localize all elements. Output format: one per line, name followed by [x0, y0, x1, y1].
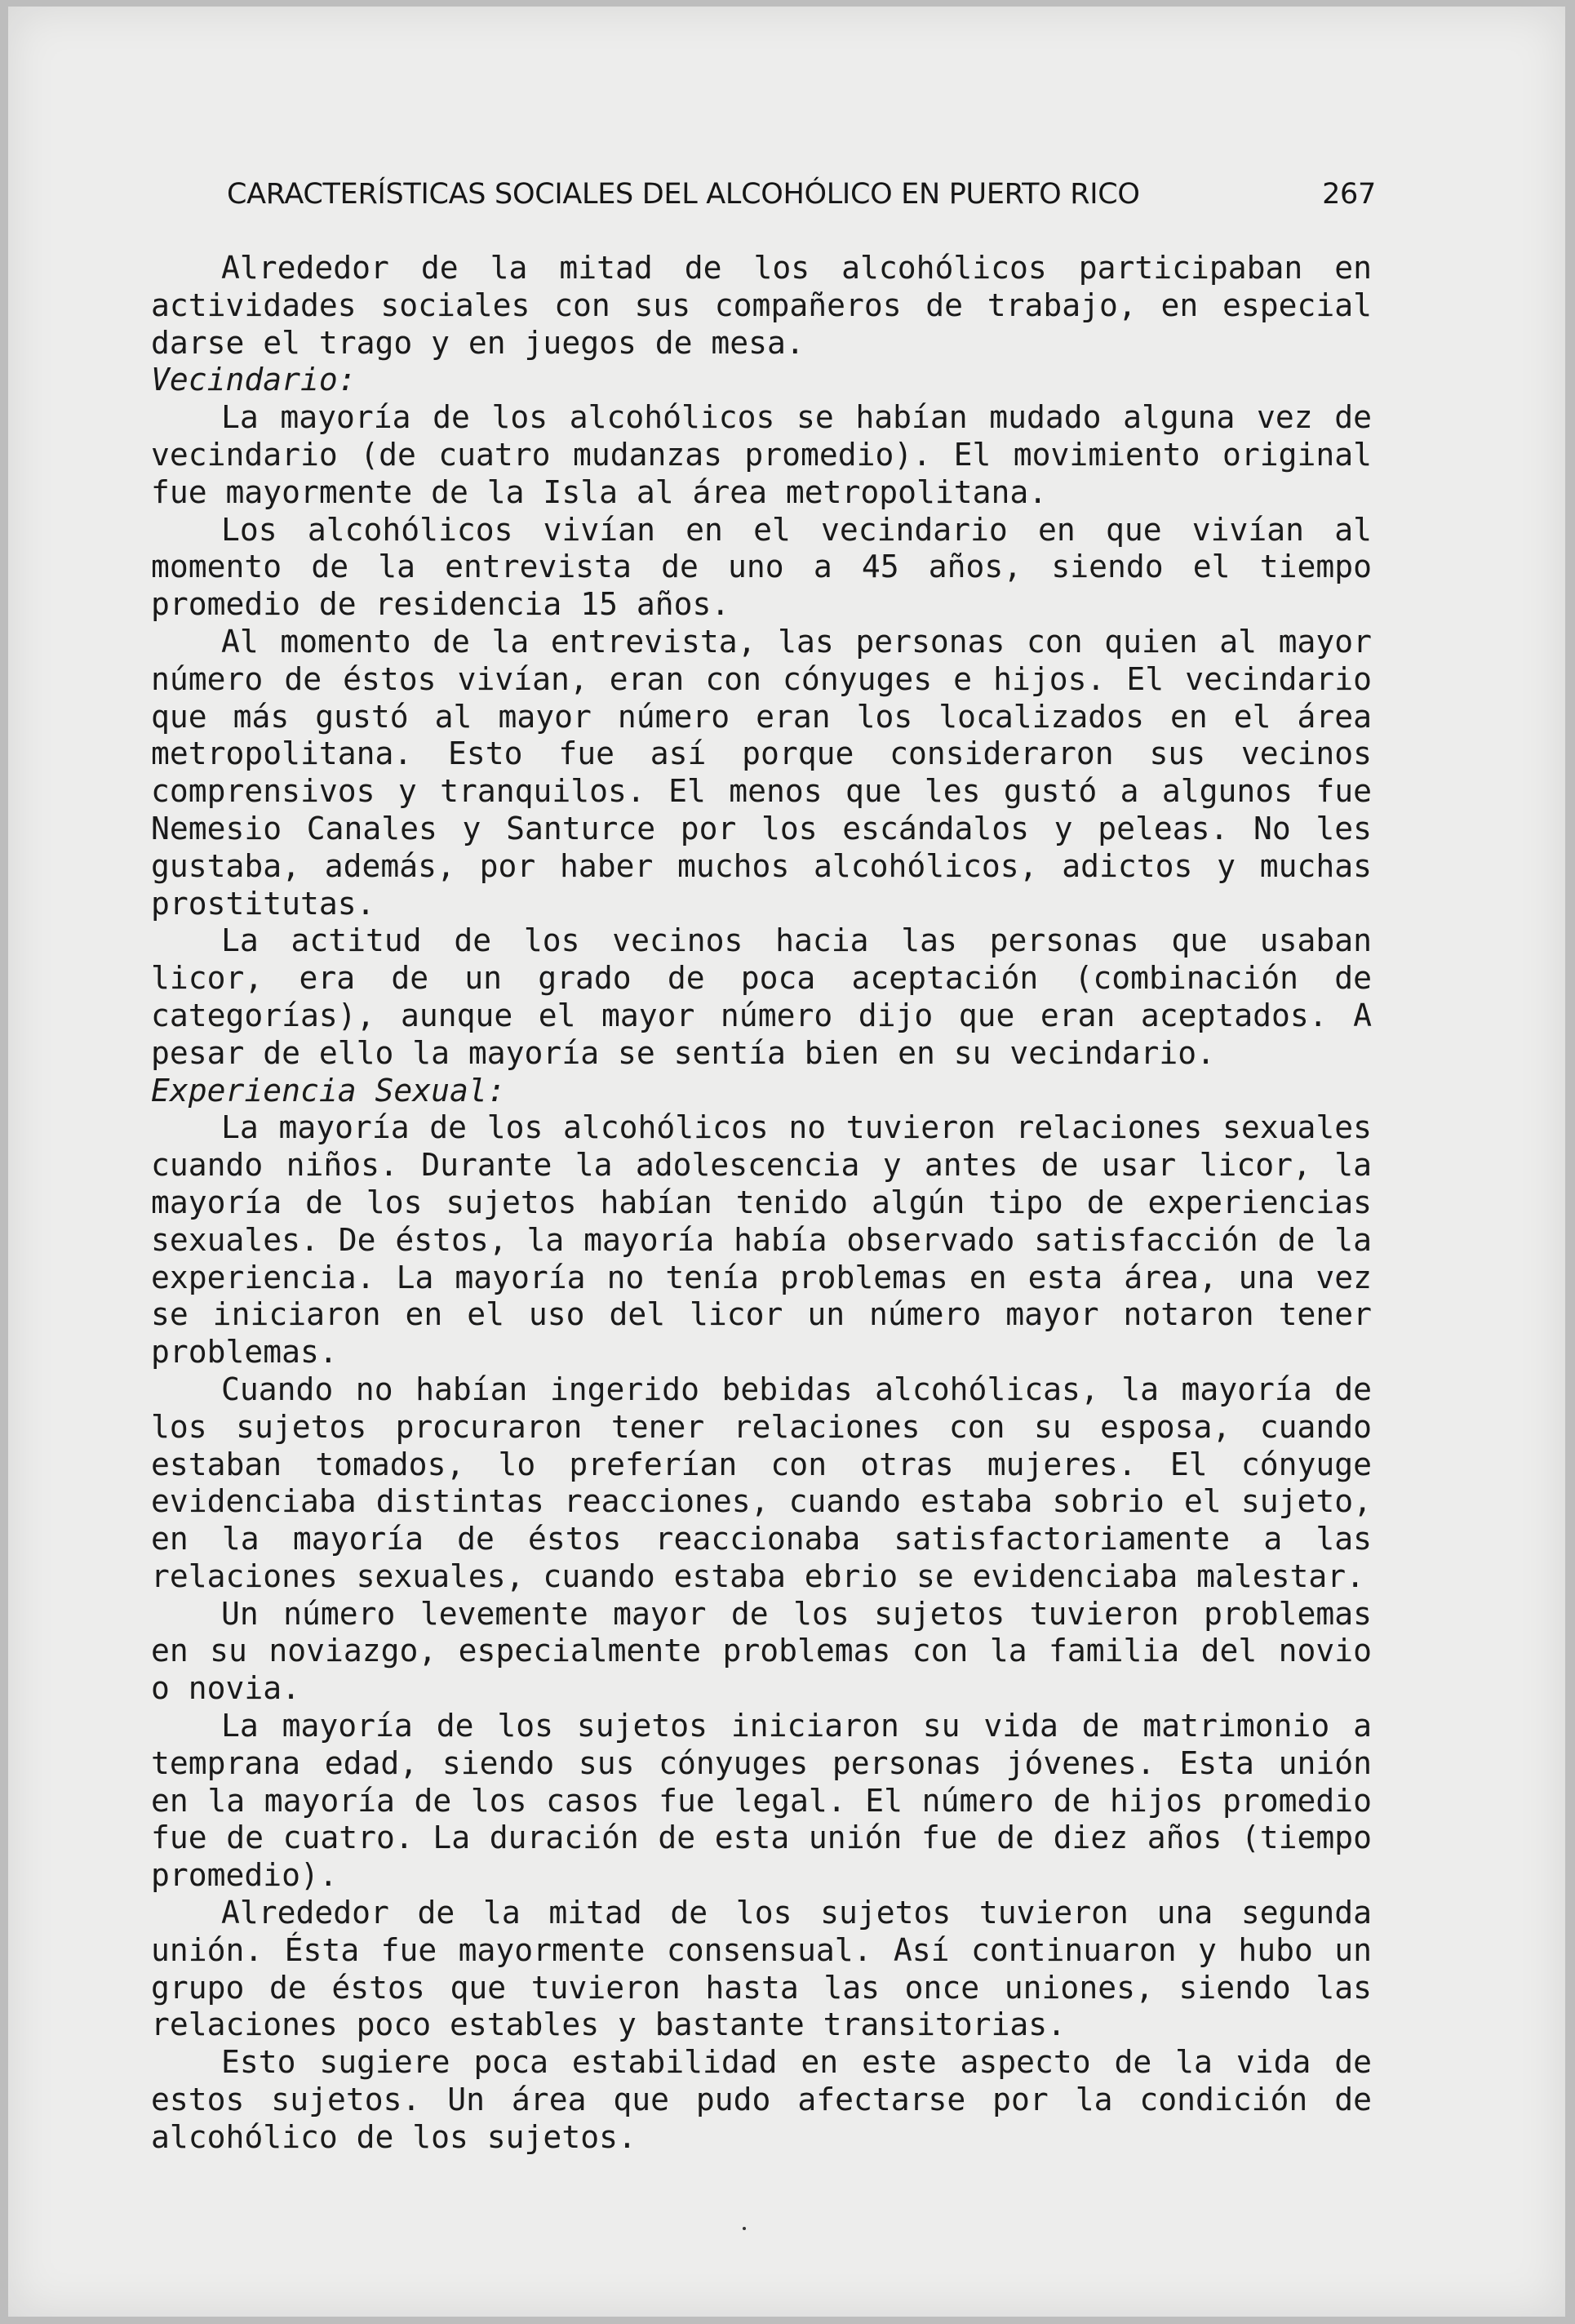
section-heading-vecindario: Vecindario:: [151, 362, 357, 398]
body-text: [151, 250, 1372, 2157]
paragraph: La mayoría de los alcohólicos se habían mudado alguna vez de vecindario (de cuatro mudanzas promedio). El movimiento original fue mayormente de la Isla al área metropolitana.: [151, 399, 1372, 510]
paragraph: La mayoría de los alcohólicos no tuvieron relaciones sexuales cuando niños. Durante la adolescencia y antes de usar licor, la mayoría de los sujetos habían tenido algún tipo de experiencias sexuales. De éstos, la mayoría había observado satisfacción de la experiencia. La mayoría no tenía problemas en esta área, una vez se iniciaron en el uso del licor un número mayor notaron tener problemas.: [151, 1109, 1372, 1371]
paragraph: Esto sugiere poca estabilidad en este aspecto de la vida de estos sujetos. Un área que pudo afectarse por la condición de alcohólico de los sujetos.: [151, 2044, 1372, 2155]
paragraph: Los alcohólicos vivían en el vecindario en que vivían al momento de la entrevista de uno a 45 años, siendo el tiempo promedio de residencia 15 años.: [151, 511, 1372, 623]
paragraph: Un número levemente mayor de los sujetos tuvieron problemas en su noviazgo, especialmente problemas con la familia del novio o novia.: [151, 1595, 1372, 1707]
paragraph: La mayoría de los sujetos iniciaron su vida de matrimonio a temprana edad, siendo sus cónyuges personas jóvenes. Esta unión en la mayoría de los casos fue legal. El número de hijos promedio fue de cuatro. La duración de esta unión fue de diez años (tiempo promedio).: [151, 1708, 1372, 1894]
section-heading-experiencia-sexual: Experiencia Sexual:: [151, 1072, 506, 1109]
page-number: 267: [1322, 178, 1376, 211]
book-page: [8, 7, 1565, 2317]
paragraph: Al momento de la entrevista, las personas con quien al mayor número de éstos vivían, eran con cónyuges e hijos. El vecindario que más gustó al mayor número eran los localizados en el área metropolitana. Esto fue así porque consideraron sus vecinos comprensivos y tranquilos. El menos que les gustó a algunos fue Nemesio Canales y Santurce por los escándalos y peleas. No les gustaba, además, por haber muchos alcohólicos, adictos y muchas prostitutas.: [151, 623, 1372, 922]
paragraph: La actitud de los vecinos hacia las personas que usaban licor, era de un grado de poca aceptación (combinación de categorías), aunque el mayor número dijo que eran aceptados. A pesar de ello la mayoría se sentía bien en su vecindario.: [151, 922, 1372, 1071]
running-header: [227, 178, 1376, 211]
paragraph: Alrededor de la mitad de los sujetos tuvieron una segunda unión. Ésta fue mayormente consensual. Así continuaron y hubo un grupo de éstos que tuvieron hasta las once uniones, siendo las relaciones poco estables y bastante transitorias.: [151, 1895, 1372, 2043]
running-title: CARACTERÍSTICAS SOCIALES DEL ALCOHÓLICO EN PUERTO RICO: [227, 178, 1140, 211]
paragraph: Cuando no habían ingerido bebidas alcohólicas, la mayoría de los sujetos procuraron tener relaciones con su esposa, cuando estaban tomados, lo preferían con otras mujeres. El cónyuge evidenciaba distintas reacciones, cuando estaba sobrio el sujeto, en la mayoría de éstos reaccionaba satisfactoriamente a las relaciones sexuales, cuando estaba ebrio se evidenciaba malestar.: [151, 1371, 1372, 1594]
ink-dot: [743, 2227, 746, 2230]
intro-paragraph: Alrededor de la mitad de los alcohólicos participaban en actividades sociales con sus compañeros de trabajo, en especial darse el trago y en juegos de mesa.: [151, 250, 1372, 361]
